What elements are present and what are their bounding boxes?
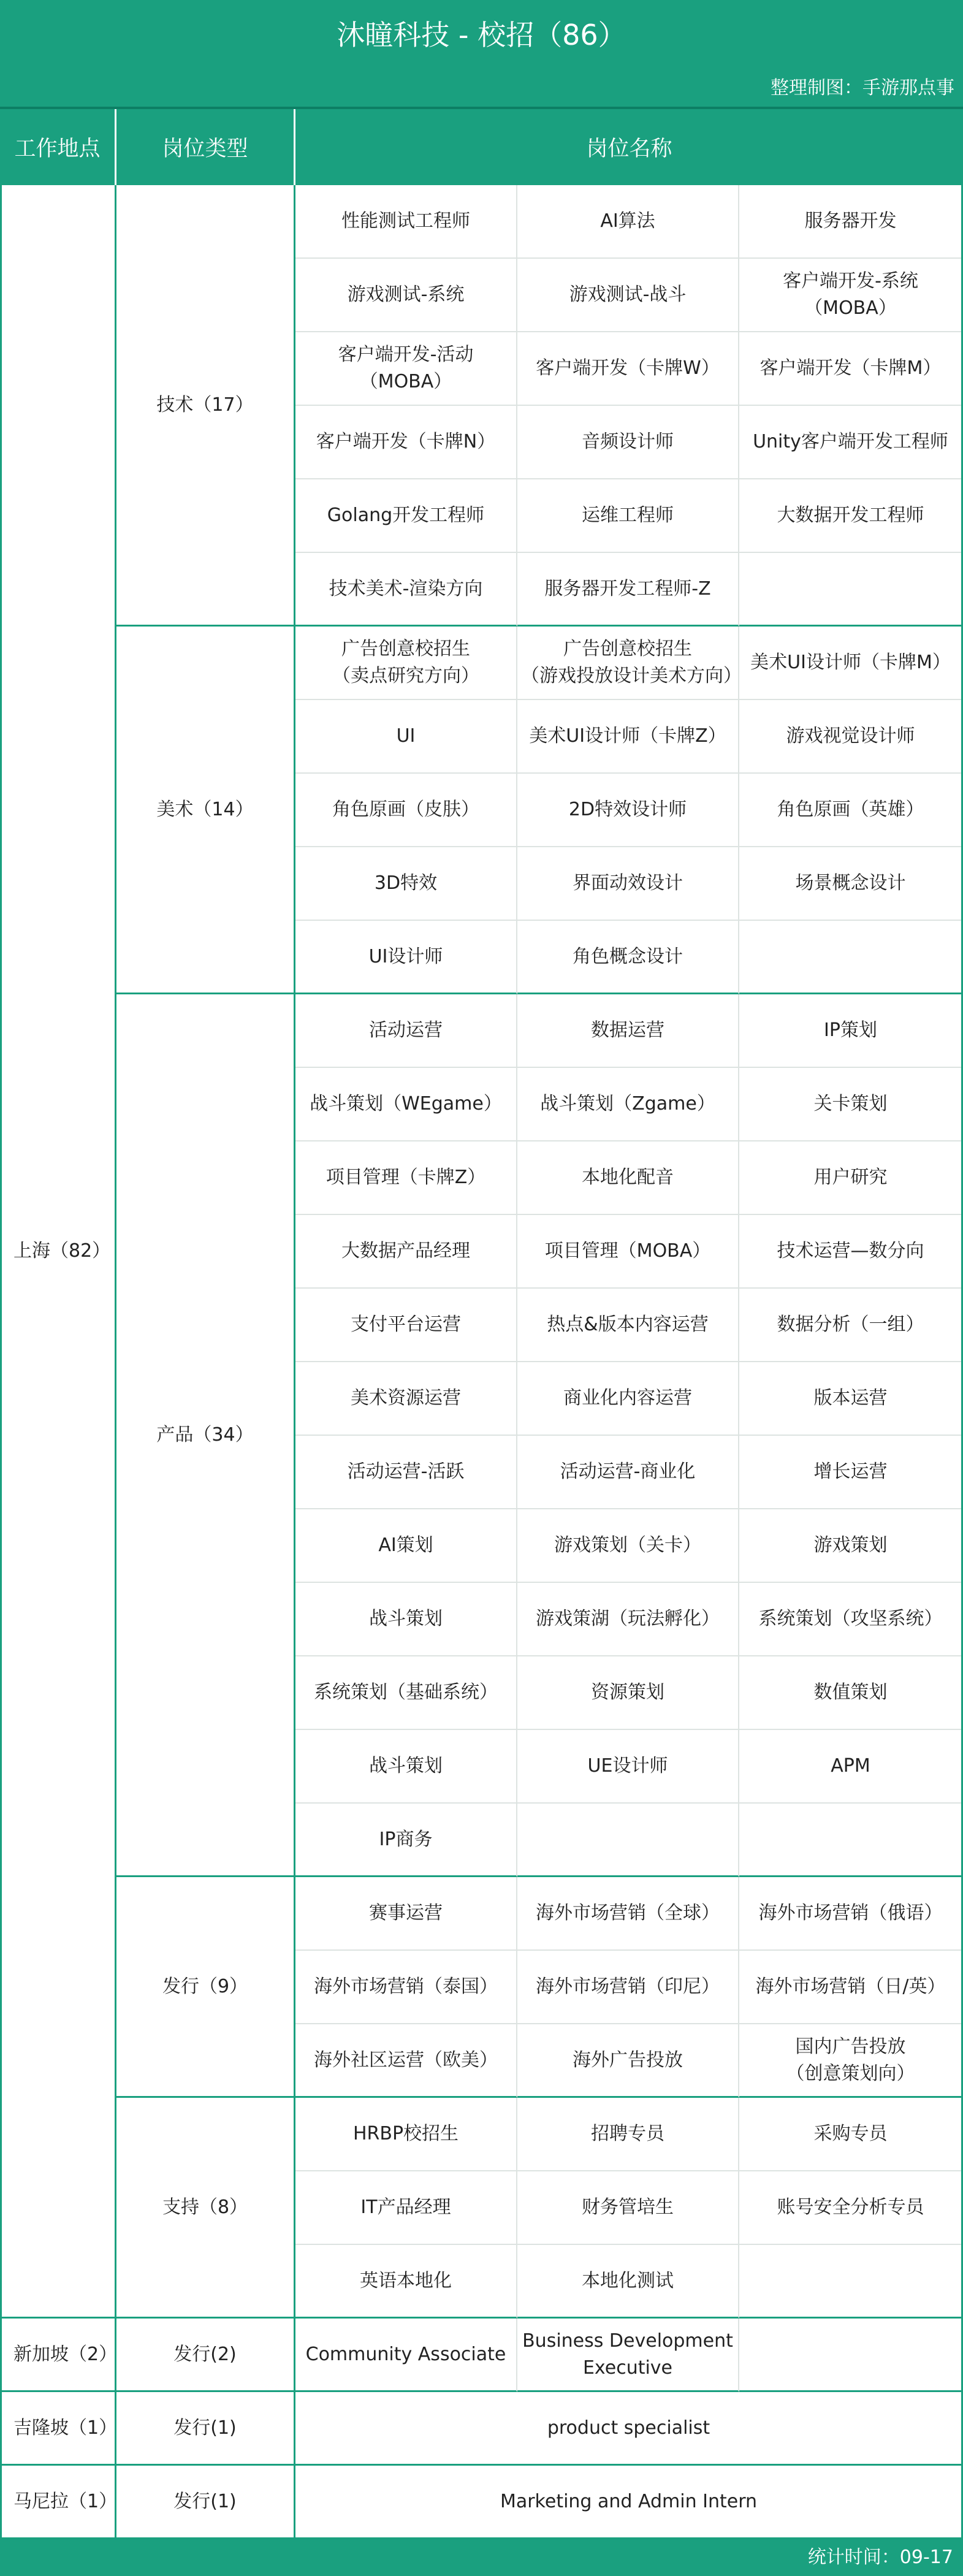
job-cell: 服务器开发工程师-Z [517, 553, 739, 627]
job-cell: 系统策划（基础系统） [295, 1656, 517, 1730]
title-bar [0, 0, 963, 109]
page-title: 沐瞳科技 - 校招（86） [337, 18, 626, 51]
job-cell: 美术UI设计师（卡牌M） [739, 627, 963, 700]
footer-bar [0, 2538, 963, 2576]
empty-cell [739, 921, 963, 994]
empty-cell [739, 553, 963, 627]
job-cell: 财务管培生 [517, 2171, 739, 2245]
empty-cell [517, 1804, 739, 1877]
job-cell: 3D特效 [295, 847, 517, 921]
job-cell: UI设计师 [295, 921, 517, 994]
job-cell: 海外市场营销（日/英） [739, 1951, 963, 2024]
header-name: 岗位名称 [295, 109, 963, 185]
job-cell: 2D特效设计师 [517, 774, 739, 847]
job-cell: Golang开发工程师 [295, 479, 517, 553]
job-category: 支持（8） [116, 2098, 295, 2319]
header-location: 工作地点 [0, 109, 116, 185]
job-cell: 客户端开发-系统（MOBA） [739, 259, 963, 332]
job-cell: 界面动效设计 [517, 847, 739, 921]
empty-cell [739, 2245, 963, 2319]
job-cell: 美术UI设计师（卡牌Z） [517, 700, 739, 774]
job-cell: 技术美术-渲染方向 [295, 553, 517, 627]
job-cell: UE设计师 [517, 1730, 739, 1804]
job-cell: 赛事运营 [295, 1877, 517, 1951]
job-cell: 英语本地化 [295, 2245, 517, 2319]
header-type: 岗位类型 [116, 109, 295, 185]
job-category: 美术（14） [116, 627, 295, 994]
job-cell: 大数据开发工程师 [739, 479, 963, 553]
job-cell: 用户研究 [739, 1141, 963, 1215]
job-cell: 性能测试工程师 [295, 185, 517, 259]
job-category: 技术（17） [116, 185, 295, 627]
job-cell: 游戏策湖（玩法孵化） [517, 1583, 739, 1656]
job-cell: 增长运营 [739, 1436, 963, 1509]
job-category: 产品（34） [116, 994, 295, 1877]
job-cell: 国内广告投放 （创意策划向） [739, 2024, 963, 2098]
job-cell: 游戏测试-系统 [295, 259, 517, 332]
job-cell: IP商务 [295, 1804, 517, 1877]
work-location: 上海（82） [0, 185, 116, 2319]
job-cell: 角色原画（英雄） [739, 774, 963, 847]
job-cell: HRBP校招生 [295, 2098, 517, 2171]
job-cell: IP策划 [739, 994, 963, 1068]
job-cell: 客户端开发（卡牌W） [517, 332, 739, 406]
job-cell: 游戏测试-战斗 [517, 259, 739, 332]
job-cell: 音频设计师 [517, 406, 739, 479]
job-cell: 资源策划 [517, 1656, 739, 1730]
job-cell: 活动运营-活跃 [295, 1436, 517, 1509]
job-cell: 关卡策划 [739, 1068, 963, 1141]
job-cell: 本地化配音 [517, 1141, 739, 1215]
job-cell: 客户端开发（卡牌M） [739, 332, 963, 406]
empty-cell [739, 1804, 963, 1877]
job-cell: 数值策划 [739, 1656, 963, 1730]
job-cell: 客户端开发（卡牌N） [295, 406, 517, 479]
job-cell: 海外市场营销（印尼） [517, 1951, 739, 2024]
job-cell: 运维工程师 [517, 479, 739, 553]
credit-text: 整理制图：手游那点事 [771, 77, 954, 99]
job-cell: 采购专员 [739, 2098, 963, 2171]
job-cell: 游戏策划（关卡） [517, 1509, 739, 1583]
job-cell: 技术运营—数分向 [739, 1215, 963, 1289]
job-cell: 战斗策划（WEgame） [295, 1068, 517, 1141]
job-cell: AI策划 [295, 1509, 517, 1583]
job-cell: UI [295, 700, 517, 774]
job-category: 发行(1) [116, 2466, 295, 2539]
work-location: 马尼拉（1） [0, 2466, 116, 2539]
job-cell: 广告创意校招生 （游戏投放设计美术方向） [517, 627, 739, 700]
job-cell: 招聘专员 [517, 2098, 739, 2171]
job-cell: 战斗策划 [295, 1583, 517, 1656]
job-cell: 热点&版本内容运营 [517, 1289, 739, 1362]
job-cell: 大数据产品经理 [295, 1215, 517, 1289]
job-cell: 海外市场营销（全球） [517, 1877, 739, 1951]
job-cell: 支付平台运营 [295, 1289, 517, 1362]
job-cell: 数据运营 [517, 994, 739, 1068]
job-cell: product specialist [295, 2392, 963, 2466]
work-location: 吉隆坡（1） [0, 2392, 116, 2466]
job-cell: 本地化测试 [517, 2245, 739, 2319]
job-cell: 角色原画（皮肤） [295, 774, 517, 847]
job-cell: 游戏视觉设计师 [739, 700, 963, 774]
job-cell: Unity客户端开发工程师 [739, 406, 963, 479]
job-cell: 系统策划（攻坚系统） [739, 1583, 963, 1656]
job-cell: IT产品经理 [295, 2171, 517, 2245]
job-category: 发行（9） [116, 1877, 295, 2098]
job-cell: 角色概念设计 [517, 921, 739, 994]
job-cell: 战斗策划（Zgame） [517, 1068, 739, 1141]
job-cell: 美术资源运营 [295, 1362, 517, 1436]
job-cell: APM [739, 1730, 963, 1804]
job-cell: 游戏策划 [739, 1509, 963, 1583]
job-category: 发行(1) [116, 2392, 295, 2466]
job-cell: 场景概念设计 [739, 847, 963, 921]
job-cell: Business Development Executive [517, 2319, 739, 2392]
work-location: 新加坡（2） [0, 2319, 116, 2392]
job-cell: 战斗策划 [295, 1730, 517, 1804]
job-cell: AI算法 [517, 185, 739, 259]
job-cell: 项目管理（MOBA） [517, 1215, 739, 1289]
stat-time: 统计时间：09-17 [807, 2547, 953, 2568]
job-cell: Community Associate [295, 2319, 517, 2392]
job-cell: 版本运营 [739, 1362, 963, 1436]
job-cell: Marketing and Admin Intern [295, 2466, 963, 2539]
job-cell: 客户端开发-活动（MOBA） [295, 332, 517, 406]
table-left-border [0, 185, 2, 2538]
job-cell: 数据分析（一组） [739, 1289, 963, 1362]
empty-cell [739, 2319, 963, 2392]
job-cell: 海外市场营销（泰国） [295, 1951, 517, 2024]
job-cell: 海外广告投放 [517, 2024, 739, 2098]
job-cell: 海外社区运营（欧美） [295, 2024, 517, 2098]
job-cell: 活动运营 [295, 994, 517, 1068]
job-cell: 海外市场营销（俄语） [739, 1877, 963, 1951]
job-cell: 广告创意校招生 （卖点研究方向） [295, 627, 517, 700]
job-cell: 项目管理（卡牌Z） [295, 1141, 517, 1215]
job-cell: 活动运营-商业化 [517, 1436, 739, 1509]
job-cell: 服务器开发 [739, 185, 963, 259]
job-cell: 账号安全分析专员 [739, 2171, 963, 2245]
job-cell: 商业化内容运营 [517, 1362, 739, 1436]
job-category: 发行(2) [116, 2319, 295, 2392]
